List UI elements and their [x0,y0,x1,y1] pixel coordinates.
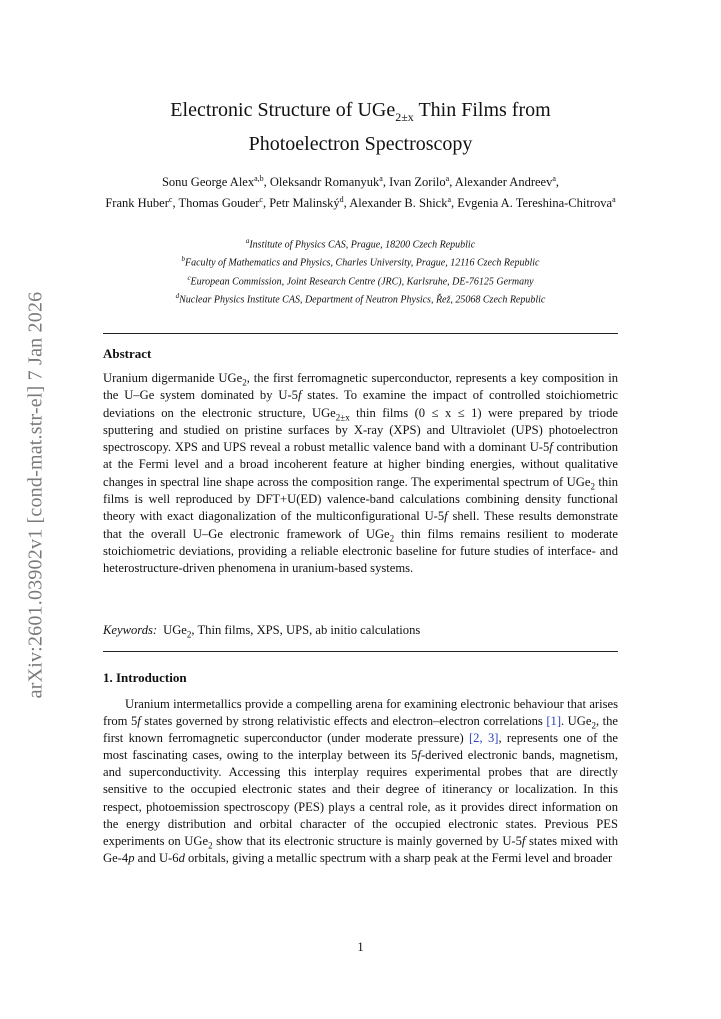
intro-fragment: and U-6 [134,850,179,865]
author-affiliation-mark: a,b [254,174,264,183]
author-affiliation-mark: a [447,195,452,205]
abstract-subscript: 2±x [335,412,350,423]
citation-link[interactable]: [1] [546,714,562,729]
abstract-italic: f [297,388,302,403]
author: Thomas Gouder [178,196,260,211]
abstract-italic: f [549,440,553,455]
author: Ivan Zorilo [389,175,446,190]
affiliation [103,289,618,307]
affiliation-text: European Commission, Joint Research Centre (JRC), Karlsruhe, DE-76125 Germany [190,275,534,287]
intro-fragment: , the first known ferromagnetic superconductor (under moderate pressure) [103,714,618,746]
intro-fragment: -derived electronic bands, magnetism, and superconductivity. Accessing this interplay requires experimental probes that are directly sensitive to the occupied electronic states and their degree of itinerancy or localization. In this respect, photoemission spectroscopy (PES) plays a central role, as it provides direct information on the energy distribution and orbital character of the occupied electronic states. Previous PES experiments on UGe [103,748,618,848]
abstract-fragment: thin films (0 ≤ x ≤ 1) were prepared by triode sputtering and studied on pristine surfaces by X-ray (XPS) and Ultraviolet (UPS) photoelectron spectroscopy. XPS and UPS reveal a robust metallic valence band with a dominant U-5 [103,405,618,455]
author-affiliation-mark: a [379,174,383,183]
author: Evgenia A. Tereshina-Chitrova [457,196,613,211]
author-affiliation-mark: d [339,195,344,205]
abstract-bottom-rule [103,651,618,652]
citation-link[interactable]: [2, 3] [468,731,499,746]
title-part1: Electronic Structure of UGe [170,99,396,121]
affiliation-mark: c [187,273,191,282]
intro-italic: f [137,714,141,729]
paper-title [103,97,618,158]
affiliation-mark: a [245,237,250,245]
intro-fragment: Uranium intermetallics provide a compelling arena for examining electronic behaviour that arises from 5 [103,697,618,729]
intro-italic: f [521,833,526,848]
author: Sonu George Alex [161,175,255,190]
abstract-fragment: , the first ferromagnetic superconductor, represents a key composition in the U–Ge system dominated by U-5 [103,371,618,403]
abstract-top-rule [103,333,618,334]
title-line2: Photoelectron Spectroscopy [248,133,473,155]
author: Petr Malinský [269,196,340,211]
introduction-paragraph [103,696,618,867]
intro-fragment: states mixed with Ge-4 [103,833,618,865]
affiliation-list [103,234,618,307]
affiliation-text: Institute of Physics CAS, Prague, 18200 Czech Republic [249,239,476,251]
intro-fragment: . UGe [561,714,592,729]
author-list: Sonu George Alex$^{a,b}$, Oleksandr Romanyuk$^a$, Ivan Zorilo$^a$, Alexander Andreev$^a$, Frank Huber$^c$, Thomas Gouder$^c$, Petr Malinský$^d$, Alexander B. Shick$^a$, Evgenia A. Tereshina-Chitrova$^a$ [105,174,616,211]
author-affiliation-mark: a [552,174,556,183]
author: Frank Huber [105,196,169,211]
affiliation [103,234,618,252]
title-part2: Thin Films from [413,99,551,121]
intro-fragment: show that its electronic structure is mainly governed by U-5 [212,833,522,848]
intro-italic: f [417,748,421,763]
affiliation-mark: d [175,291,180,300]
intro-italic: p [128,850,135,865]
keyword-list: , Thin films, XPS, UPS, ab initio calculations [191,623,421,637]
abstract-italic: f [444,509,448,524]
abstract-subscript: 2 [389,533,395,544]
abstract-subscript: 2 [242,377,247,388]
abstract-fragment: contribution at the Fermi level and a broad incoherent feature at higher binding energies, without qualitative changes in spectral line shape across the composition range. The experimental spectrum of UGe [103,440,619,489]
keywords-label: Keywords: [103,623,158,637]
abstract-subscript: 2 [590,481,595,492]
intro-subscript: 2 [208,840,213,851]
abstract-fragment: thin films remains resilient to moderate stoichiometric deviations, providing a reliable electronic baseline for future studies of interface- and heterostructure-driven phenomena in uranium-based systems. [103,526,619,576]
keyword: UGe [163,623,187,637]
affiliation [103,252,618,270]
intro-italic: d [178,850,185,865]
affiliation-text: Nuclear Physics Institute CAS, Department of Neutron Physics, Řež, 25068 Czech Republic [179,294,546,306]
affiliation-text: Faculty of Mathematics and Physics, Charles University, Prague, 12116 Czech Republic [185,257,540,269]
intro-fragment: orbitals, giving a metallic spectrum with a sharp peak at the Fermi level and broader [184,850,613,865]
arxiv-identifier: arXiv:2601.03902v1 [cond-mat.str-el] 7 Jan 2026 [24,291,47,699]
abstract-fragment: states. To examine the impact of controlled stoichiometric deviations on the electronic structure, UGe [103,388,618,420]
keyword-subscript: 2 [186,629,192,640]
section-heading-introduction: 1. Introduction [103,670,187,685]
intro-fragment: states governed by strong relativistic effects and electron–electron correlations [140,714,547,729]
author-affiliation-mark: a [445,174,450,183]
author-affiliation-mark: a [612,195,616,205]
affiliation [103,271,618,289]
author: Oleksandr Romanyuk [269,175,380,190]
author: Alexander Andreev [454,175,553,190]
author-affiliation-mark: c [259,195,263,205]
abstract-heading: Abstract [103,346,152,361]
keywords [103,623,618,640]
author-affiliation-mark: c [168,195,173,205]
abstract-fragment: shell. These results demonstrate that the overall U–Ge electronic framework of UGe [103,509,618,541]
title-subscript: 2±x [395,110,414,124]
abstract-fragment: thin films is well reproduced by DFT+U(ED) valence-band calculations combining density functional theory with exact diagonalization of the multiconfigurational U-5 [103,474,618,524]
abstract-text [103,370,618,578]
affiliation-mark: b [181,255,185,264]
author: Alexander B. Shick [349,196,448,211]
page-number: 1 [357,940,364,954]
intro-fragment: , represents one of the most fascinating cases, owing to the interplay between its 5 [103,731,619,763]
abstract-fragment: Uranium digermanide UGe [103,371,243,385]
intro-subscript: 2 [591,720,596,731]
